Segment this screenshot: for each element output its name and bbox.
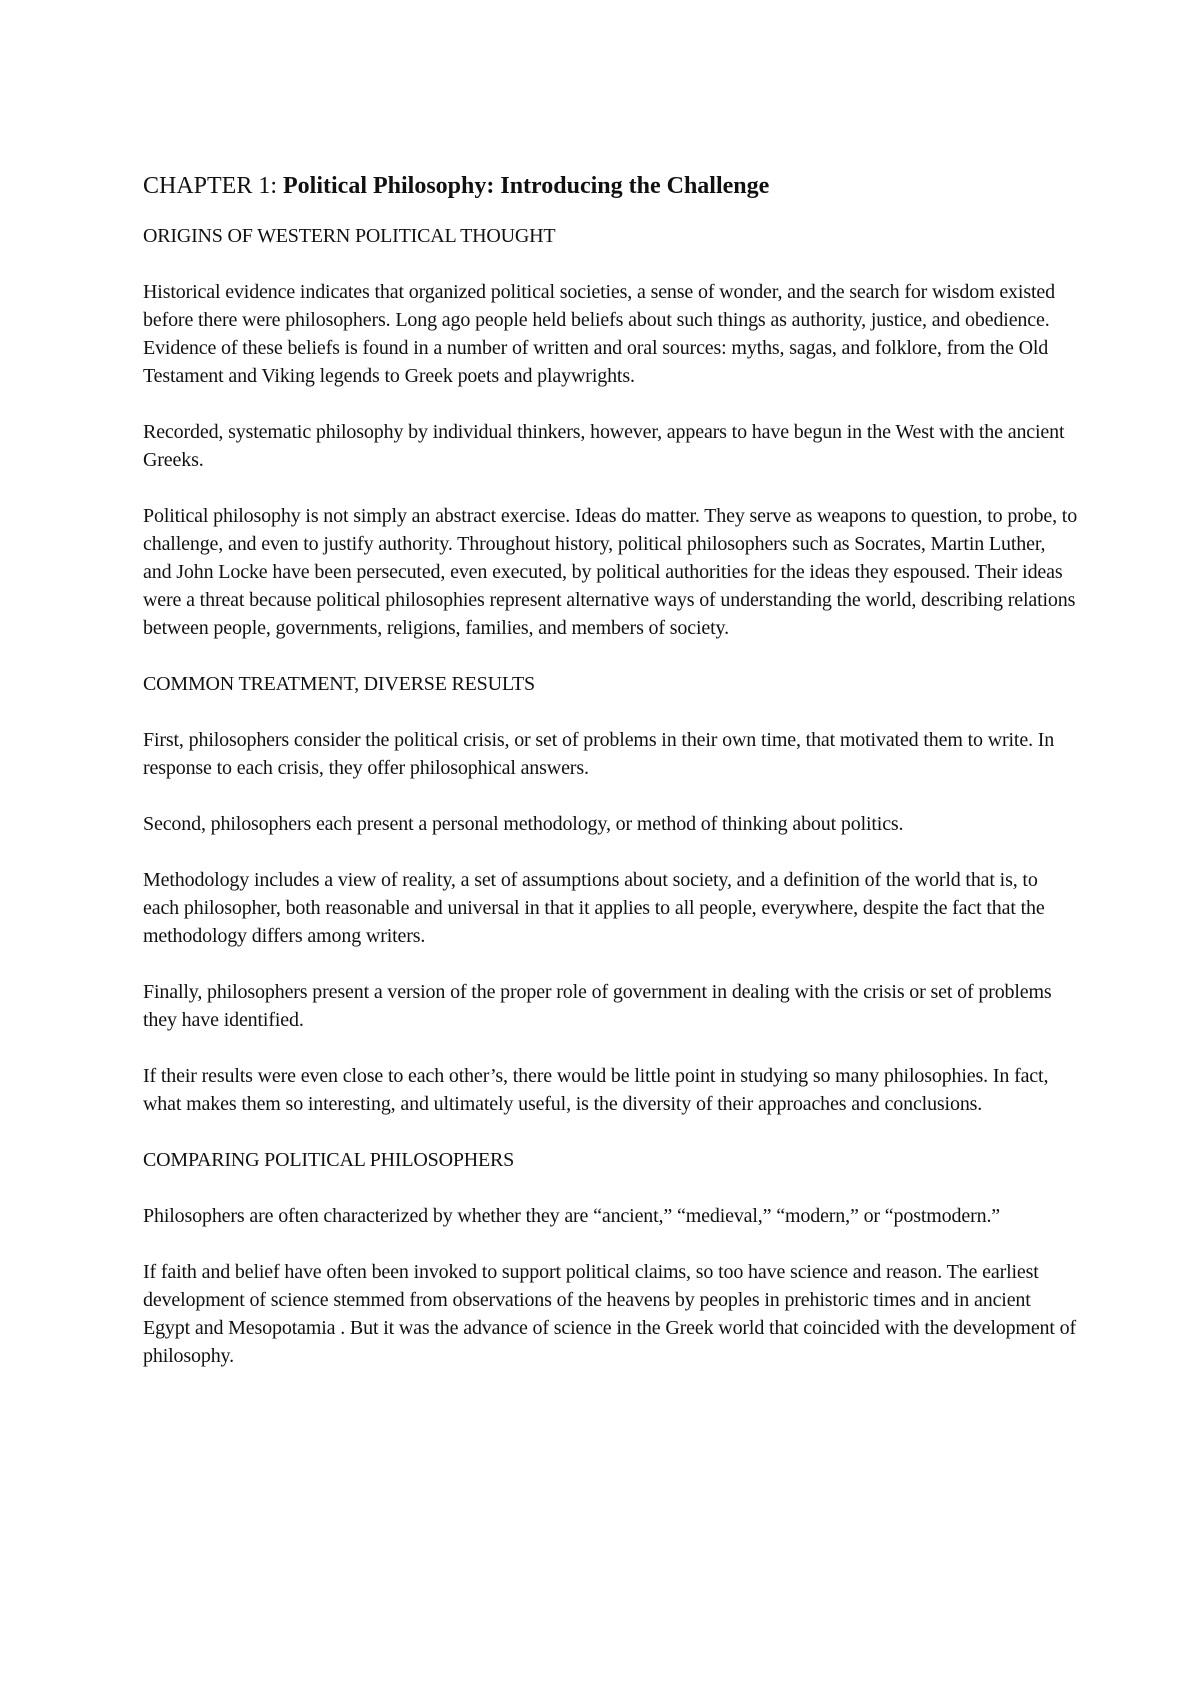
section-heading: COMPARING POLITICAL PHILOSOPHERS <box>143 1149 515 1171</box>
paragraph: Historical evidence indicates that organized political societies, a sense of wonder, and the search for wisdom existed before there were philosophers. Long ago people held beliefs about such things as authority, justice, and obedience. Evidence of these beliefs is found in a number of written and oral sources: myths, sagas, and folklore, from the Old Testament and Viking legends to Greek poets and playwrights. <box>143 281 1055 387</box>
paragraph: First, philosophers consider the political crisis, or set of problems in their own time, that motivated them to write. In response to each crisis, they offer philosophical answers. <box>143 729 1055 779</box>
paragraph: Political philosophy is not simply an abstract exercise. Ideas do matter. They serve as weapons to question, to probe, to challenge, and even to justify authority. Throughout history, political philosophers such as Socrates, Martin Luther, and John Locke have been persecuted, even executed, by political authorities for the ideas they espoused. Their ideas were a threat because political philosophies represent alternative ways of understanding the world, describing relations between people, governments, religions, families, and members of society. <box>143 505 1078 639</box>
section-heading: ORIGINS OF WESTERN POLITICAL THOUGHT <box>143 225 556 247</box>
section-heading: COMMON TREATMENT, DIVERSE RESULTS <box>143 673 535 695</box>
paragraph: Methodology includes a view of reality, a set of assumptions about society, and a definition of the world that is, to each philosopher, both reasonable and universal in that it applies to all people, everywhere, despite the fact that the methodology differs among writers. <box>143 869 1045 947</box>
chapter-title <box>143 170 1078 202</box>
chapter-label: CHAPTER 1: <box>143 173 284 199</box>
paragraph: Philosophers are often characterized by whether they are “ancient,” “medieval,” “modern,” or “postmodern.” <box>143 1205 1001 1227</box>
paragraph: Recorded, systematic philosophy by individual thinkers, however, appears to have begun in the West with the ancient Greeks. <box>143 421 1065 471</box>
paragraph: Second, philosophers each present a personal methodology, or method of thinking about politics. <box>143 813 904 835</box>
paragraph: Finally, philosophers present a version of the proper role of government in dealing with the crisis or set of problems they have identified. <box>143 981 1052 1031</box>
document-body <box>143 170 1078 1370</box>
chapter-title-text: Political Philosophy: Introducing the Challenge <box>283 173 770 199</box>
paragraph: If faith and belief have often been invoked to support political claims, so too have science and reason. The earliest development of science stemmed from observations of the heavens by peoples in prehistoric times and in ancient Egypt and Mesopotamia . But it was the advance of science in the Greek world that coincided with the development of philosophy. <box>143 1261 1077 1367</box>
paragraph: If their results were even close to each other’s, there would be little point in studying so many philosophies. In fact, what makes them so interesting, and ultimately useful, is the diversity of their approaches and conclusions. <box>143 1065 1049 1115</box>
